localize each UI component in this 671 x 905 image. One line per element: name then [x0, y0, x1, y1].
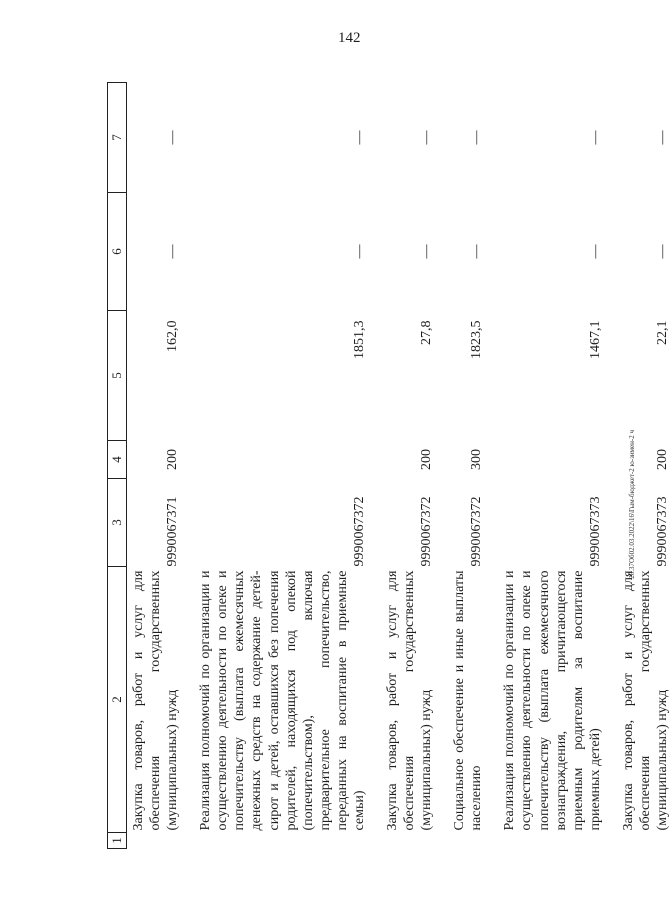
row-expense-type [181, 441, 368, 479]
header-col-3: 3 [108, 479, 127, 567]
row-col6: — [419, 244, 435, 259]
row-target-code: 9990067372 [419, 496, 435, 567]
row-target-code: 9990067372 [469, 496, 485, 567]
row-amount: 1467,1 [587, 320, 603, 359]
row-col7: — [165, 130, 181, 145]
row-amount: 1851,3 [351, 320, 367, 359]
row-amount: 27,8 [419, 320, 435, 345]
row-description: Реализация полномочий по организации и осуществлению деятельности по опеке и попечительству (выплата ежемесячного вознаграждения, причитающегося приемным родителям за воспитание приемных детей) [502, 570, 603, 831]
table-row [127, 83, 182, 849]
row-target-code: 9990067372 [351, 496, 367, 567]
row-col6: — [165, 244, 181, 259]
row-col6: — [469, 244, 485, 259]
table-row [181, 83, 368, 849]
header-col-7: 7 [108, 83, 127, 193]
row-target-code: 9990067373 [587, 496, 603, 567]
budget-table [107, 82, 671, 849]
table-row [604, 83, 671, 849]
row-expense-type: 300 [469, 449, 485, 470]
row-col6: — [351, 244, 367, 259]
row-expense-type: 200 [655, 449, 671, 470]
header-col-2: 2 [108, 567, 127, 833]
row-description: Закупка товаров, работ и услуг для обеспечения государственных (муниципальных) нужд [385, 570, 435, 831]
row-col6: — [587, 244, 603, 259]
header-col-4: 4 [108, 441, 127, 479]
row-amount: 22,1 [655, 320, 671, 345]
header-col-5: 5 [108, 311, 127, 441]
header-col-6: 6 [108, 193, 127, 311]
row-description: Закупка товаров, работ и услуг для обеспечения государственных (муниципальных) нужд [620, 570, 671, 831]
table-header-row [108, 83, 127, 849]
table-row [368, 83, 435, 849]
row-description: Закупка товаров, работ и услуг для обеспечения государственных (муниципальных) нужд [131, 570, 181, 831]
row-expense-type: 200 [165, 449, 181, 470]
row-col7: — [655, 130, 671, 145]
header-col-1: 1 [108, 833, 127, 849]
row-col7: — [587, 130, 603, 145]
row-col6: — [655, 244, 671, 259]
row-description: Социальное обеспечение и иные выплаты населению [452, 570, 485, 831]
document-footer-note: 20.37Об02.03.2022\16\Гым-бюджет-2 ю-зимен-2 ч [628, 430, 636, 579]
row-amount: 162,0 [165, 320, 181, 352]
row-amount: 1823,5 [469, 320, 485, 359]
table-row [435, 83, 485, 849]
row-col7: — [419, 130, 435, 145]
row-expense-type [485, 441, 603, 479]
row-target-code: 9990067371 [165, 496, 181, 567]
table-row [485, 83, 603, 849]
row-expense-type: 200 [419, 449, 435, 470]
row-col7: — [351, 130, 367, 145]
row-description: Реализация полномочий по организации и осуществлению деятельности по опеке и попечительству (выплата ежемесячных денежных средств на содержание детей-сирот и детей, оставшихся без попечения родителей, находящихся под опекой (попечительством), включая предварительное попечительство, переданных на воспитание в приемные семьи) [198, 570, 367, 831]
row-col7: — [469, 130, 485, 145]
row-target-code: 9990067373 [655, 496, 671, 567]
page-number: 142 [338, 30, 361, 46]
